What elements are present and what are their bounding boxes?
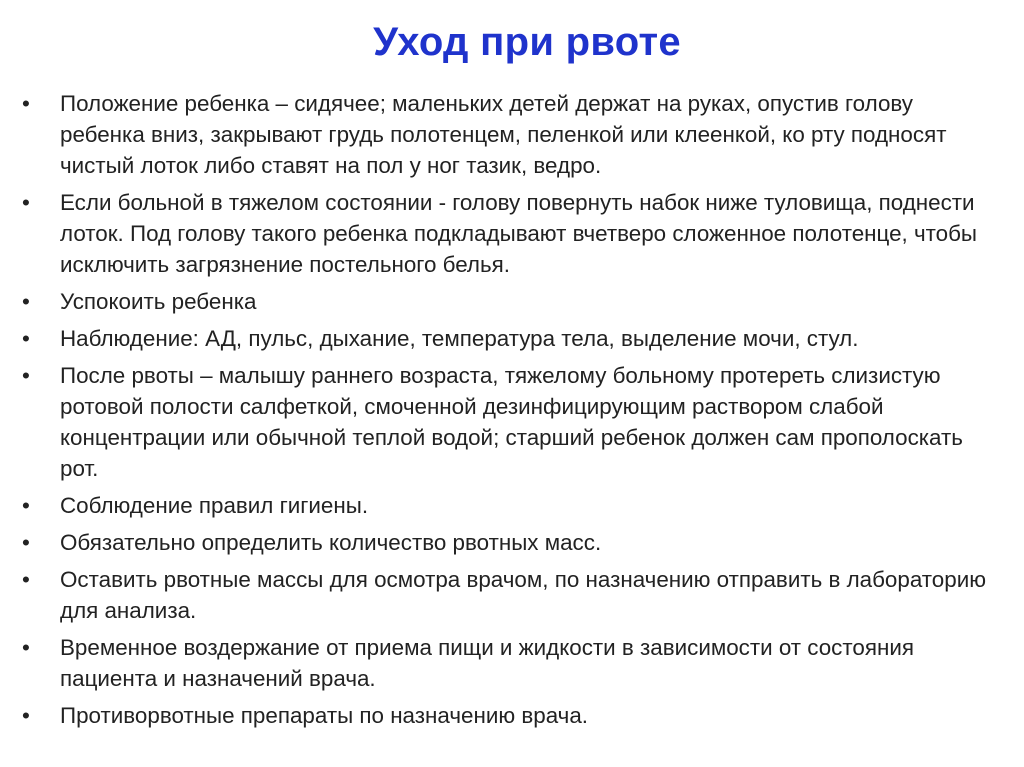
bullet-text: Соблюдение правил гигиены. (60, 493, 369, 518)
bullet-item-5 (0, 360, 1024, 484)
bullet-text: Противорвотные препараты по назначению врача. (60, 703, 589, 728)
bullet-marker: • (22, 635, 30, 660)
bullet-text: Оставить рвотные массы для осмотра врачом, по назначению отправить в лабораторию для анализа. (60, 567, 987, 623)
bullet-item-2 (0, 187, 1024, 280)
bullet-item-7 (0, 527, 1024, 558)
bullet-item-3 (0, 286, 1024, 317)
bullet-marker: • (22, 567, 30, 592)
bullet-text: Положение ребенка – сидячее; маленьких детей держат на руках, опустив голову ребенка вниз, закрывают грудь полотенцем, пеленкой или клеенкой, ко рту подносят чистый лоток либо ставят на пол у ног тазик, ведро. (60, 91, 947, 178)
bullet-item-9 (0, 632, 1024, 694)
bullet-marker: • (22, 326, 30, 351)
bullet-marker: • (22, 190, 30, 215)
bullet-text: Обязательно определить количество рвотных масс. (60, 530, 602, 555)
bullet-text: Временное воздержание от приема пищи и жидкости в зависимости от состояния пациента и назначений врача. (60, 635, 914, 691)
bullet-marker: • (22, 530, 30, 555)
bullet-marker: • (22, 703, 30, 728)
bullet-item-6 (0, 490, 1024, 521)
bullet-list (0, 88, 1024, 737)
bullet-item-1 (0, 88, 1024, 181)
bullet-text: После рвоты – малышу раннего возраста, тяжелому больному протереть слизистую ротовой полости салфеткой, смоченной дезинфицирующим раствором слабой концентрации или обычной теплой водой; старший ребенок должен сам прополоскать рот. (60, 363, 963, 481)
bullet-text: Успокоить ребенка (60, 289, 257, 314)
slide-title: Уход при рвоте (373, 20, 681, 64)
bullet-marker: • (22, 289, 30, 314)
bullet-text: Наблюдение: АД, пульс, дыхание, температура тела, выделение мочи, стул. (60, 326, 859, 351)
bullet-item-8 (0, 564, 1024, 626)
bullet-text: Если больной в тяжелом состоянии - голову повернуть набок ниже туловища, поднести лоток. Под голову такого ребенка подкладывают вчетверо сложенное полотенце, чтобы исключить загрязнение постельного белья. (60, 190, 978, 277)
bullet-marker: • (22, 363, 30, 388)
bullet-item-4 (0, 323, 1024, 354)
bullet-item-10 (0, 700, 1024, 731)
bullet-marker: • (22, 493, 30, 518)
bullet-marker: • (22, 91, 30, 116)
